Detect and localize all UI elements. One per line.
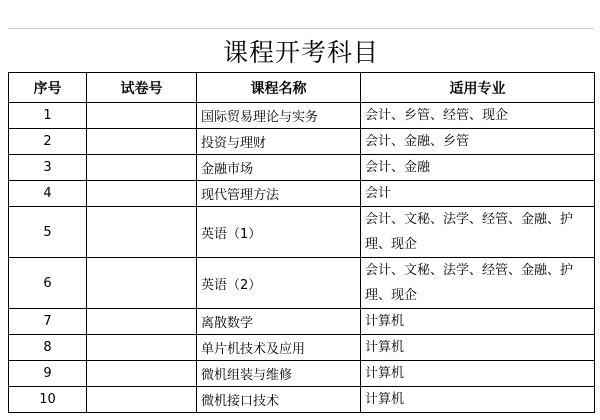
cell-course: 国际贸易理论与实务 xyxy=(197,103,361,129)
cell-major: 计算机 xyxy=(361,309,595,335)
cell-no: 7 xyxy=(9,309,87,335)
table-row xyxy=(9,129,595,155)
cell-paper xyxy=(87,361,197,387)
course-sheet xyxy=(8,28,594,413)
cell-paper xyxy=(87,207,197,258)
cell-paper xyxy=(87,335,197,361)
header-no: 序号 xyxy=(9,73,87,103)
cell-major: 计算机 xyxy=(361,361,595,387)
table-row xyxy=(9,387,595,413)
cell-no: 5 xyxy=(9,207,87,258)
header-major: 适用专业 xyxy=(361,73,595,103)
table-row xyxy=(9,258,595,309)
header-course: 课程名称 xyxy=(197,73,361,103)
cell-no: 9 xyxy=(9,361,87,387)
cell-major: 会计、金融 xyxy=(361,155,595,181)
cell-paper xyxy=(87,181,197,207)
table-row xyxy=(9,181,595,207)
cell-no: 3 xyxy=(9,155,87,181)
cell-course: 金融市场 xyxy=(197,155,361,181)
cell-major: 会计、金融、乡管 xyxy=(361,129,595,155)
table-row xyxy=(9,207,595,258)
cell-no: 2 xyxy=(9,129,87,155)
table-row xyxy=(9,309,595,335)
cell-no: 4 xyxy=(9,181,87,207)
cell-no: 1 xyxy=(9,103,87,129)
cell-paper xyxy=(87,129,197,155)
cell-major: 会计、文秘、法学、经管、金融、护理、现企 xyxy=(361,258,595,309)
cell-paper xyxy=(87,103,197,129)
cell-course: 英语（1） xyxy=(197,207,361,258)
cell-major: 计算机 xyxy=(361,335,595,361)
table-row xyxy=(9,335,595,361)
cell-major: 会计、文秘、法学、经管、金融、护理、现企 xyxy=(361,207,595,258)
cell-course: 离散数学 xyxy=(197,309,361,335)
cell-no: 8 xyxy=(9,335,87,361)
header-paper: 试卷号 xyxy=(87,73,197,103)
cell-course: 微机接口技术 xyxy=(197,387,361,413)
cell-major: 会计 xyxy=(361,181,595,207)
cell-major: 计算机 xyxy=(361,387,595,413)
cell-no: 10 xyxy=(9,387,87,413)
cell-paper xyxy=(87,155,197,181)
cell-major: 会计、乡管、经管、现企 xyxy=(361,103,595,129)
cell-course: 英语（2） xyxy=(197,258,361,309)
table-row xyxy=(9,155,595,181)
cell-course: 投资与理财 xyxy=(197,129,361,155)
cell-no: 6 xyxy=(9,258,87,309)
header-row xyxy=(9,73,595,103)
sheet-title: 课程开考科目 xyxy=(8,28,594,72)
cell-course: 现代管理方法 xyxy=(197,181,361,207)
cell-course: 微机组装与维修 xyxy=(197,361,361,387)
course-table xyxy=(8,72,595,413)
cell-paper xyxy=(87,309,197,335)
table-row xyxy=(9,103,595,129)
cell-course: 单片机技术及应用 xyxy=(197,335,361,361)
table-row xyxy=(9,361,595,387)
cell-paper xyxy=(87,387,197,413)
cell-paper xyxy=(87,258,197,309)
